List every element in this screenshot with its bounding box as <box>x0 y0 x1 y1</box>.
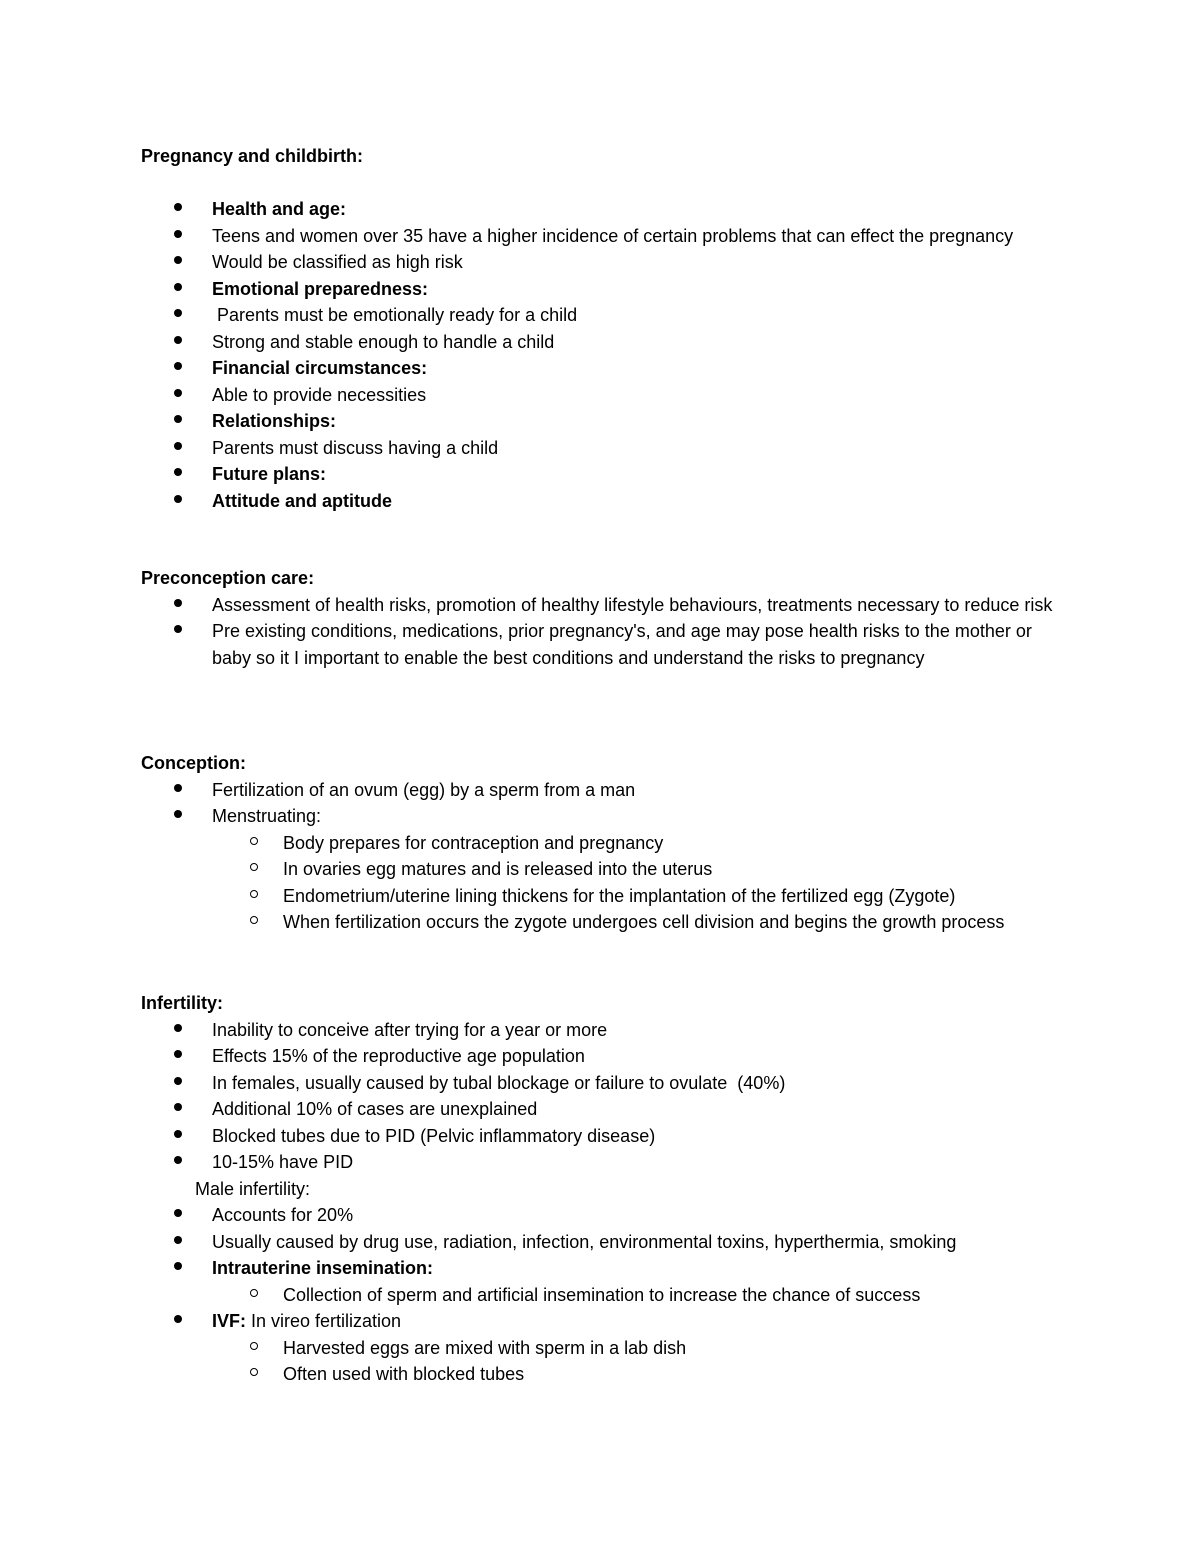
male-infertility-label: Male infertility: <box>195 1178 311 1199</box>
bullet-icon <box>174 784 182 792</box>
list-item: Relationships: <box>141 408 1061 435</box>
bullet-icon <box>174 1130 182 1138</box>
list-subitem: When fertilization occurs the zygote undergoes cell division and begins the growth process <box>141 909 1061 936</box>
circle-bullet-icon <box>250 1289 258 1297</box>
heading-conception: Conception: <box>141 753 246 773</box>
list-subitem: Harvested eggs are mixed with sperm in a lab dish <box>141 1335 1061 1362</box>
bullet-icon <box>174 1077 182 1085</box>
list-item: Parents must discuss having a child <box>141 435 1061 462</box>
circle-bullet-icon <box>250 863 258 871</box>
list-item: Financial circumstances: <box>141 355 1061 382</box>
bullet-icon <box>174 625 182 633</box>
bullet-icon <box>174 1236 182 1244</box>
section-preconception <box>141 565 1061 671</box>
list-subitem: Body prepares for contraception and pregnancy <box>141 830 1061 857</box>
list-item: 10-15% have PID <box>141 1149 1061 1176</box>
heading-pregnancy: Pregnancy and childbirth: <box>141 146 364 166</box>
bullet-icon <box>174 309 182 317</box>
bullet-icon <box>174 1209 182 1217</box>
list-subitem: Collection of sperm and artificial insemination to increase the chance of success <box>141 1282 1061 1309</box>
list-item: IVF: In vireo fertilization <box>141 1308 1061 1335</box>
section-pregnancy <box>141 143 1061 514</box>
circle-bullet-icon <box>250 916 258 924</box>
list-item: Fertilization of an ovum (egg) by a sperm from a man <box>141 777 1061 804</box>
bullet-icon <box>174 1262 182 1270</box>
list-subitem: Endometrium/uterine lining thickens for the implantation of the fertilized egg (Zygote) <box>141 883 1061 910</box>
section-conception <box>141 750 1061 936</box>
circle-bullet-icon <box>250 890 258 898</box>
list-infertility <box>141 1017 1061 1388</box>
list-item: Future plans: <box>141 461 1061 488</box>
bullet-icon <box>174 495 182 503</box>
list-pregnancy <box>141 196 1061 514</box>
list-item: Able to provide necessities <box>141 382 1061 409</box>
list-item: Attitude and aptitude <box>141 488 1061 515</box>
bullet-icon <box>174 1024 182 1032</box>
section-infertility <box>141 990 1061 1388</box>
bullet-icon <box>174 1156 182 1164</box>
list-item: Inability to conceive after trying for a year or more <box>141 1017 1061 1044</box>
list-item: Health and age: <box>141 196 1061 223</box>
bullet-icon <box>174 468 182 476</box>
bullet-icon <box>174 1050 182 1058</box>
bullet-icon <box>174 283 182 291</box>
list-subitem: In ovaries egg matures and is released into the uterus <box>141 856 1061 883</box>
list-item: Would be classified as high risk <box>141 249 1061 276</box>
bullet-icon <box>174 203 182 211</box>
list-item: Intrauterine insemination: <box>141 1255 1061 1282</box>
bullet-icon <box>174 230 182 238</box>
heading-infertility: Infertility: <box>141 993 224 1013</box>
bullet-icon <box>174 336 182 344</box>
list-item: Assessment of health risks, promotion of healthy lifestyle behaviours, treatments necessary to reduce risk <box>141 592 1061 619</box>
circle-bullet-icon <box>250 1342 258 1350</box>
list-preconception <box>141 592 1061 672</box>
bullet-icon <box>174 415 182 423</box>
bullet-icon <box>174 599 182 607</box>
list-item: In females, usually caused by tubal blockage or failure to ovulate (40%) <box>141 1070 1061 1097</box>
list-item: Usually caused by drug use, radiation, infection, environmental toxins, hyperthermia, smoking <box>141 1229 1061 1256</box>
circle-bullet-icon <box>250 1368 258 1376</box>
bullet-icon <box>174 810 182 818</box>
circle-bullet-icon <box>250 837 258 845</box>
bullet-icon <box>174 256 182 264</box>
list-item: Parents must be emotionally ready for a child <box>141 302 1061 329</box>
list-item: Strong and stable enough to handle a child <box>141 329 1061 356</box>
list-item: Menstruating: <box>141 803 1061 830</box>
bullet-icon <box>174 389 182 397</box>
list-item: Pre existing conditions, medications, prior pregnancy's, and age may pose health risks to the mother or baby so it I important to enable the best conditions and understand the risks to pregnancy <box>141 618 1061 671</box>
list-item: Emotional preparedness: <box>141 276 1061 303</box>
bullet-icon <box>174 442 182 450</box>
list-item: Accounts for 20% <box>141 1202 1061 1229</box>
list-item: Effects 15% of the reproductive age population <box>141 1043 1061 1070</box>
bullet-icon <box>174 1315 182 1323</box>
list-item: Teens and women over 35 have a higher incidence of certain problems that can effect the pregnancy <box>141 223 1061 250</box>
list-conception <box>141 777 1061 936</box>
bullet-icon <box>174 362 182 370</box>
list-subitem: Often used with blocked tubes <box>141 1361 1061 1388</box>
heading-preconception: Preconception care: <box>141 568 315 588</box>
bullet-icon <box>174 1103 182 1111</box>
list-item: Additional 10% of cases are unexplained <box>141 1096 1061 1123</box>
list-item: Blocked tubes due to PID (Pelvic inflammatory disease) <box>141 1123 1061 1150</box>
